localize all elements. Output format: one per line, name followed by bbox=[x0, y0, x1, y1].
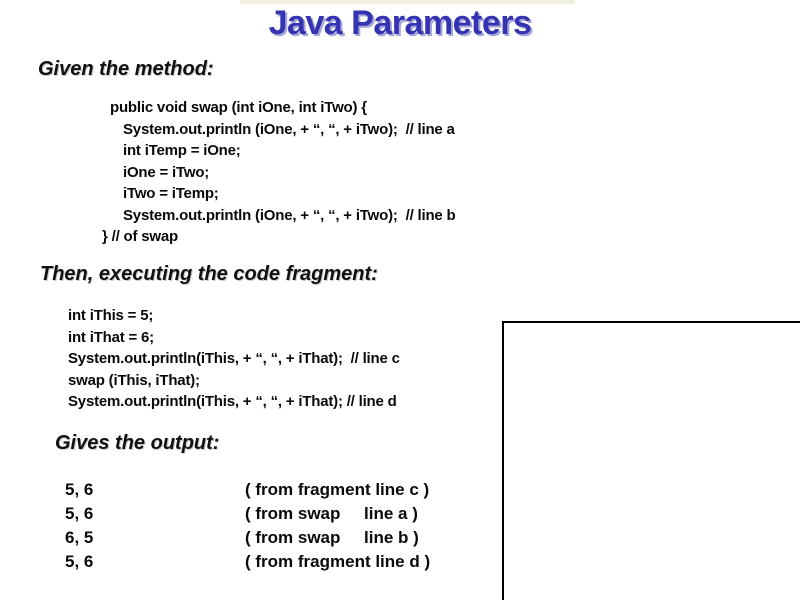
output-row bbox=[65, 526, 430, 550]
code-line: swap (iThis, iThat); bbox=[68, 371, 200, 389]
output-table bbox=[65, 478, 430, 574]
output-value: 5, 6 bbox=[65, 504, 94, 523]
output-value: 5, 6 bbox=[65, 552, 94, 571]
code-line: public void swap (int iOne, int iTwo) { bbox=[110, 99, 367, 116]
page-title: Java Parameters bbox=[268, 4, 532, 42]
output-row bbox=[65, 478, 430, 502]
code-line: iTwo = iTemp; bbox=[123, 185, 219, 202]
output-note: ( from fragment line c ) bbox=[245, 480, 430, 499]
output-note: ( from swap line a ) bbox=[245, 504, 418, 523]
output-row bbox=[65, 550, 430, 574]
heading-given-the-method: Given the method: bbox=[38, 58, 214, 80]
code-line: System.out.println(iThis, + “, “, + iThat); // line c bbox=[68, 350, 400, 367]
code-line: iOne = iTwo; bbox=[123, 163, 210, 181]
code-line: System.out.println(iThis, + “, “, + iThat); // line d bbox=[68, 393, 397, 410]
code-line: int iThis = 5; bbox=[68, 307, 154, 324]
empty-annotation-box bbox=[502, 321, 800, 600]
code-line: } // of swap bbox=[102, 228, 178, 245]
code-line: int iTemp = iOne; bbox=[123, 142, 241, 159]
code-block-fragment bbox=[68, 305, 400, 413]
output-note: ( from swap line b ) bbox=[245, 528, 419, 547]
code-line: int iThat = 6; bbox=[68, 328, 154, 346]
output-value: 5, 6 bbox=[65, 480, 94, 499]
code-block-swap-method bbox=[102, 97, 455, 248]
output-value: 6, 5 bbox=[65, 528, 94, 547]
heading-gives-output: Gives the output: bbox=[55, 432, 220, 454]
output-row bbox=[65, 502, 430, 526]
heading-then-executing: Then, executing the code fragment: bbox=[40, 263, 378, 285]
output-note: ( from fragment line d ) bbox=[245, 552, 431, 571]
code-line: System.out.println (iOne, + “, “, + iTwo); // line b bbox=[123, 206, 456, 224]
code-line: System.out.println (iOne, + “, “, + iTwo); // line a bbox=[123, 120, 455, 138]
